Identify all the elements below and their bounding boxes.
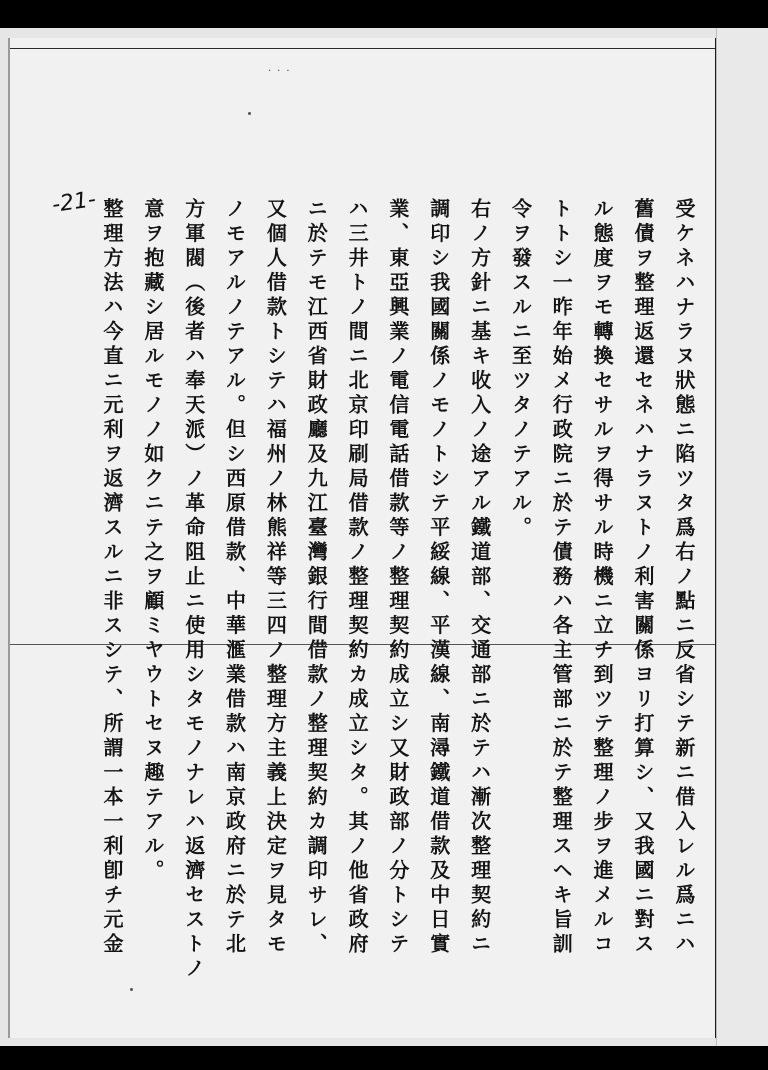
scan-speck (248, 112, 251, 115)
page-body (8, 38, 718, 1038)
text-column-10: ニ於テモ江西省財政廳及九江臺灣銀行間借款ノ整理契約カ調印サレ、 (304, 198, 329, 958)
text-column-7: 調印シ我國關係ノモノトシテ平綏線、平漢線、南潯鐵道借款及中日實 (426, 198, 451, 958)
text-column-13: 方軍閥（後者ハ奉天派）ノ革命阻止ニ使用シタモノナレハ返濟セストノ (181, 198, 206, 982)
vertical-text-block (98, 198, 698, 1028)
adjacent-page-edge (716, 28, 768, 1046)
text-column-12: ノモアルノテアル。但シ西原借款、中華滙業借款ハ南京政府ニ於テ北 (222, 198, 247, 958)
scan-speck (130, 988, 133, 991)
scanned-page (0, 28, 768, 1046)
text-column-6: 右ノ方針ニ基キ收入ノ途アル鐵道部、交通部ニ於テハ漸次整理契約ニ (467, 198, 492, 958)
text-column-8: 業、東亞興業ノ電信電話借款等ノ整理契約成立シ又財政部ノ分トシテ (385, 198, 410, 958)
text-column-5: 令ヲ發スルニ至ツタノテアル。 (508, 198, 533, 541)
scan-dots: ··· (268, 66, 296, 77)
text-column-1: 受ケネハナラヌ狀態ニ陷ツタ爲右ノ點ニ反省シテ新ニ借入レル爲ニハ (671, 198, 696, 958)
top-rule-line (10, 48, 715, 49)
text-column-4: トトシ一昨年始メ行政院ニ於テ債務ハ各主管部ニ於テ整理スヘキ旨訓 (549, 198, 574, 958)
text-column-2: 舊債ヲ整理返還セネハナラヌトノ利害關係ヨリ打算シ、又我國ニ對ス (630, 198, 655, 958)
text-column-14: 意ヲ抱藏シ居ルモノノ如クニテ之ヲ顧ミヤウトセヌ趣テアル。 (140, 198, 165, 884)
page-number: -21- (50, 187, 98, 218)
text-column-3: ル態度ヲモ轉換セサルヲ得サル時機ニ立チ到ツテ整理ノ步ヲ進メルコ (590, 198, 615, 958)
text-column-9: ハ三井トノ間ニ北京印刷局借款ノ整理契約カ成立シタ。其ノ他省政府 (345, 198, 370, 958)
text-column-11: 又個人借款トシテハ福州ノ林熊祥等三四ノ整理方主義上決定ヲ見タモ (263, 198, 288, 958)
text-column-15: 整理方法ハ今直ニ元利ヲ返濟スルニ非スシテ、所謂一本一利卽チ元金 (100, 198, 124, 958)
